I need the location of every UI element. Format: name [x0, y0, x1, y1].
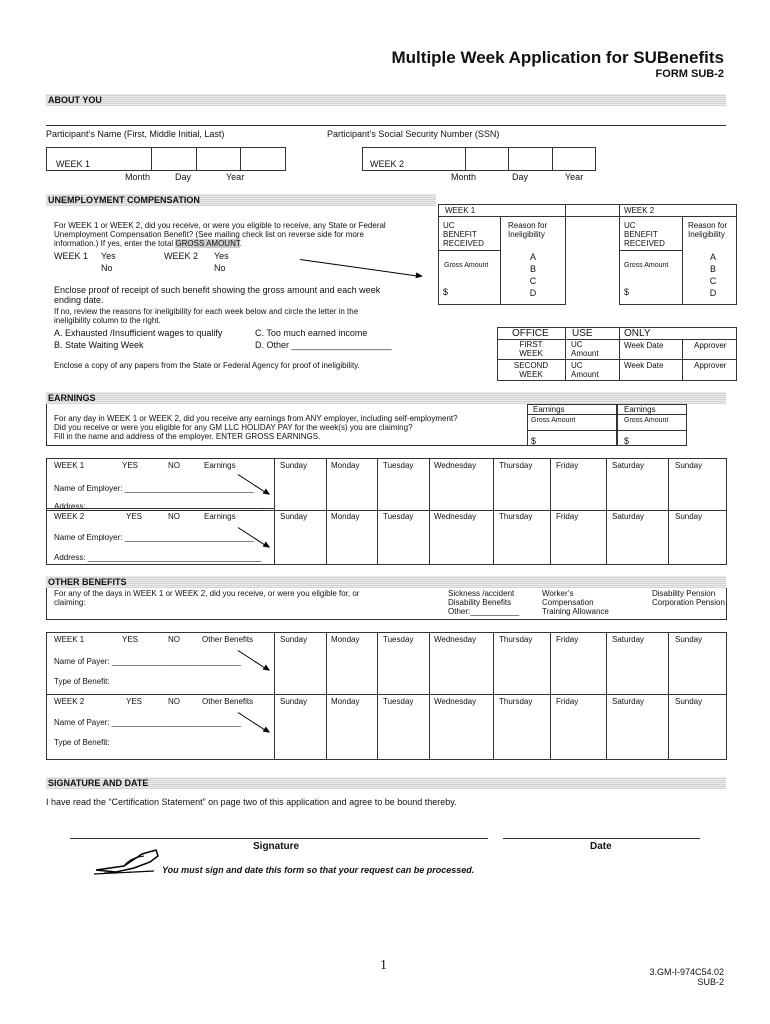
earnings-week2-yes[interactable]: YES — [126, 512, 143, 521]
day-tuesday: Tuesday — [383, 461, 414, 470]
month-label: Month — [125, 172, 151, 182]
other-benefit-workers-comp[interactable]: Worker’s Compensation Training Allowance — [542, 589, 609, 616]
office-divider — [682, 339, 683, 381]
arrow-icon — [300, 259, 421, 277]
grid-col — [668, 632, 669, 760]
other-benefit-pension[interactable]: Disability Pension Corporation Pension — [652, 589, 725, 607]
office-divider — [497, 359, 737, 360]
day-wednesday: Wednesday — [434, 461, 477, 470]
ssn-label: Participant’s Social Security Number (SSN) — [327, 129, 500, 139]
earnings-divider — [527, 430, 687, 431]
day-monday: Monday — [331, 635, 360, 644]
earnings-week1-yes[interactable]: YES — [122, 461, 139, 470]
other-grid-divider — [46, 694, 727, 695]
day-monday: Monday — [331, 697, 360, 706]
day-friday: Friday — [556, 512, 579, 521]
signature-note: You must sign and date this form so that your request can be processed. — [162, 865, 475, 875]
week2-date-label: WEEK 2 — [370, 159, 405, 169]
form-title: Multiple Week Application for SUBenefits — [391, 48, 724, 67]
grid-col — [429, 458, 430, 565]
earnings-week1-label: WEEK 1 — [54, 461, 85, 470]
reason-c: C. Too much earned income — [255, 328, 368, 338]
grid-col — [429, 632, 430, 760]
other-question: For any of the days in WEEK 1 or WEEK 2, did you receive, or were you eligible for, or claiming: — [54, 589, 360, 607]
earnings-week1-col: Earnings — [204, 461, 236, 470]
uc-question: For WEEK 1 or WEEK 2, did you receive, or were you eligible to receive, any State or Federal Unemployment Compensation Benefit? (See mailing check list on reverse side for more information.) If yes, enter the total GROSS AMOUNT. — [54, 221, 386, 248]
approver-label-1: Approver — [694, 341, 727, 350]
other-week2-col: Other Benefits — [202, 697, 254, 706]
month-label-2: Month — [451, 172, 477, 182]
section-earnings: EARNINGS — [46, 392, 726, 404]
other-week1-col: Other Benefits — [202, 635, 254, 644]
earnings-gross-2: Gross Amount — [624, 417, 669, 424]
section-signature: SIGNATURE AND DATE — [46, 777, 726, 789]
day-saturday: Saturday — [612, 461, 645, 470]
earnings-dollar-1: $ — [531, 436, 537, 446]
uc-reason-label: Reason for Ineligibility — [508, 221, 548, 239]
uc-divider — [619, 250, 682, 251]
uc-week1-label: WEEK 1 — [54, 251, 89, 261]
uc-reason-label-2: Reason for Ineligibility — [688, 221, 728, 239]
day-saturday: Saturday — [612, 635, 645, 644]
earnings-week1-no[interactable]: NO — [168, 461, 180, 470]
payer-name-field[interactable]: Name of Payer: _____________________________ — [54, 657, 241, 666]
uc-divider — [500, 216, 501, 305]
approver-label-2: Approver — [694, 361, 727, 370]
day-sunday-2: Sunday — [675, 461, 703, 470]
grid-col — [274, 632, 275, 760]
day-saturday: Saturday — [612, 697, 645, 706]
office-divider — [619, 327, 620, 381]
uc-ifno: If no, review the reasons for ineligibility for each week below and circle the letter in the ineligibility column to the right. — [54, 307, 359, 325]
payer-name-field-2[interactable]: Name of Payer: _____________________________ — [54, 718, 241, 727]
uc-blank-header — [565, 204, 620, 217]
day-sunday-2: Sunday — [675, 512, 703, 521]
other-week1-no[interactable]: NO — [168, 635, 180, 644]
uc-divider — [438, 250, 500, 251]
day-sunday: Sunday — [280, 635, 308, 644]
first-week-label: FIRST WEEK — [519, 340, 543, 358]
date-label: Date — [590, 841, 612, 852]
day-thursday: Thursday — [499, 697, 533, 706]
uc-tbl-week1: WEEK 1 — [445, 206, 476, 215]
grid-col — [377, 632, 378, 760]
certification-statement: I have read the “Certification Statement” on page two of this application and agree to be bound thereby. — [46, 797, 457, 807]
day-sunday-2: Sunday — [675, 635, 703, 644]
benefit-type-field-2[interactable]: Type of Benefit: — [54, 738, 110, 747]
only-label: ONLY — [624, 328, 651, 339]
day-friday: Friday — [556, 635, 579, 644]
day-tuesday: Tuesday — [383, 635, 414, 644]
earnings-week2-no[interactable]: NO — [168, 512, 180, 521]
day-saturday: Saturday — [612, 512, 645, 521]
other-week1-yes[interactable]: YES — [122, 635, 139, 644]
uc-week2-no[interactable]: No — [214, 263, 226, 273]
section-about-you: ABOUT YOU — [46, 94, 726, 106]
uc-week2-yes[interactable]: Yes — [214, 251, 229, 261]
reason-a: A. Exhausted /Insufficient wages to qualify — [54, 328, 223, 338]
signature-label: Signature — [253, 841, 300, 852]
use-label: USE — [572, 328, 593, 339]
day-tuesday: Tuesday — [383, 512, 414, 521]
uc-week2-label: WEEK 2 — [164, 251, 199, 261]
section-other-benefits: OTHER BENEFITS — [46, 576, 726, 588]
date-line[interactable] — [503, 838, 700, 839]
day-sunday: Sunday — [280, 697, 308, 706]
employer-address-field[interactable]: Address: _______________________________________ — [54, 502, 262, 511]
other-week1-label: WEEK 1 — [54, 635, 85, 644]
other-benefit-sickness[interactable]: Sickness /accident Disability Benefits Other:___________ — [448, 589, 520, 616]
week-date-label-1: Week Date — [624, 341, 664, 350]
day-wednesday: Wednesday — [434, 635, 477, 644]
day-friday: Friday — [556, 697, 579, 706]
hand-pen-icon — [94, 848, 162, 876]
day-label-2: Day — [512, 172, 529, 182]
office-divider — [565, 327, 566, 381]
uc-enclose-copy: Enclose a copy of any papers from the State or Federal Agency for proof of ineligibility. — [54, 361, 360, 370]
name-ssn-line — [46, 125, 726, 126]
uc-benefit-label: UC BENEFIT RECEIVED — [443, 221, 484, 248]
earnings-dollar-2: $ — [624, 436, 630, 446]
grid-col — [550, 632, 551, 760]
reason-b: B. State Waiting Week — [54, 340, 144, 350]
section-unemployment: UNEMPLOYMENT COMPENSATION — [46, 194, 436, 206]
earnings-week2-col: Earnings — [204, 512, 236, 521]
uc-week1-yes[interactable]: Yes — [101, 251, 116, 261]
week-date-label-2: Week Date — [624, 361, 664, 370]
grid-col — [493, 632, 494, 760]
day-monday: Monday — [331, 512, 360, 521]
day-sunday-2: Sunday — [675, 697, 703, 706]
page-number: 1 — [380, 958, 387, 973]
grid-col — [326, 632, 327, 760]
other-grid — [46, 632, 727, 760]
employer-address-field-2[interactable]: Address: _______________________________________ — [54, 553, 262, 562]
uc-benefit-label-2: UC BENEFIT RECEIVED — [624, 221, 665, 248]
uc-dollar-2: $ — [624, 287, 630, 297]
signature-line[interactable] — [70, 838, 488, 839]
day-sunday: Sunday — [280, 512, 308, 521]
year-label-2: Year — [565, 172, 584, 182]
earnings-question: For any day in WEEK 1 or WEEK 2, did you receive any earnings from ANY employer, including self-employment? Did you receive or were you eligible for any GM LLC HOLIDAY PAY for the week(s) you are claiming? Fill in the name and address of the employer. ENTER GROSS EARNINGS. — [54, 414, 458, 441]
uc-amount-label-1: UC Amount — [571, 340, 599, 358]
uc-enclose-proof: Enclose proof of receipt of such benefit showing the gross amount and each week ending date. — [54, 285, 381, 305]
reason-d: D. Other ____________________ — [255, 340, 392, 350]
earnings-divider — [527, 414, 687, 415]
grid-col — [493, 458, 494, 565]
day-label: Day — [175, 172, 192, 182]
day-sunday: Sunday — [280, 461, 308, 470]
uc-tbl-week2: WEEK 2 — [624, 206, 655, 215]
day-tuesday: Tuesday — [383, 697, 414, 706]
day-thursday: Thursday — [499, 635, 533, 644]
grid-col — [668, 458, 669, 565]
grid-col — [377, 458, 378, 565]
office-label: OFFICE — [512, 328, 549, 339]
other-week2-yes[interactable]: YES — [126, 697, 143, 706]
uc-amount-label-2: UC Amount — [571, 361, 599, 379]
uc-dollar-1: $ — [443, 287, 449, 297]
earnings-gross-1: Gross Amount — [531, 417, 576, 424]
grid-col — [606, 458, 607, 565]
year-label: Year — [226, 172, 245, 182]
day-thursday: Thursday — [499, 461, 533, 470]
benefit-type-field[interactable]: Type of Benefit: — [54, 677, 110, 686]
grid-col — [550, 458, 551, 565]
other-week2-no[interactable]: NO — [168, 697, 180, 706]
participant-name-label: Participant’s Name (First, Middle Initial, Last) — [46, 129, 225, 139]
footer-code: 3.GM-I-974C54.02 SUB-2 — [649, 967, 724, 987]
earnings-label-1: Earnings — [533, 405, 565, 414]
earnings-week2-label: WEEK 2 — [54, 512, 85, 521]
uc-divider — [682, 216, 683, 305]
other-week2-label: WEEK 2 — [54, 697, 85, 706]
grid-col — [326, 458, 327, 565]
second-week-label: SECOND WEEK — [513, 361, 549, 379]
grid-col — [606, 632, 607, 760]
uc-letters-1[interactable]: A B C D — [529, 252, 537, 298]
grid-col — [274, 458, 275, 565]
uc-letters-2[interactable]: A B C D — [709, 252, 717, 298]
uc-week1-no[interactable]: No — [101, 263, 113, 273]
uc-gross-amount-label: Gross Amount — [444, 262, 489, 269]
employer-name-field-2[interactable]: Name of Employer: _____________________________ — [54, 533, 254, 542]
earnings-label-2: Earnings — [624, 405, 656, 414]
day-friday: Friday — [556, 461, 579, 470]
employer-name-field[interactable]: Name of Employer: _____________________________ — [54, 484, 254, 493]
day-wednesday: Wednesday — [434, 697, 477, 706]
day-thursday: Thursday — [499, 512, 533, 521]
day-wednesday: Wednesday — [434, 512, 477, 521]
uc-gross-amount-label-2: Gross Amount — [624, 262, 669, 269]
form-number: FORM SUB-2 — [655, 68, 724, 80]
week1-date-label: WEEK 1 — [56, 159, 91, 169]
day-monday: Monday — [331, 461, 360, 470]
